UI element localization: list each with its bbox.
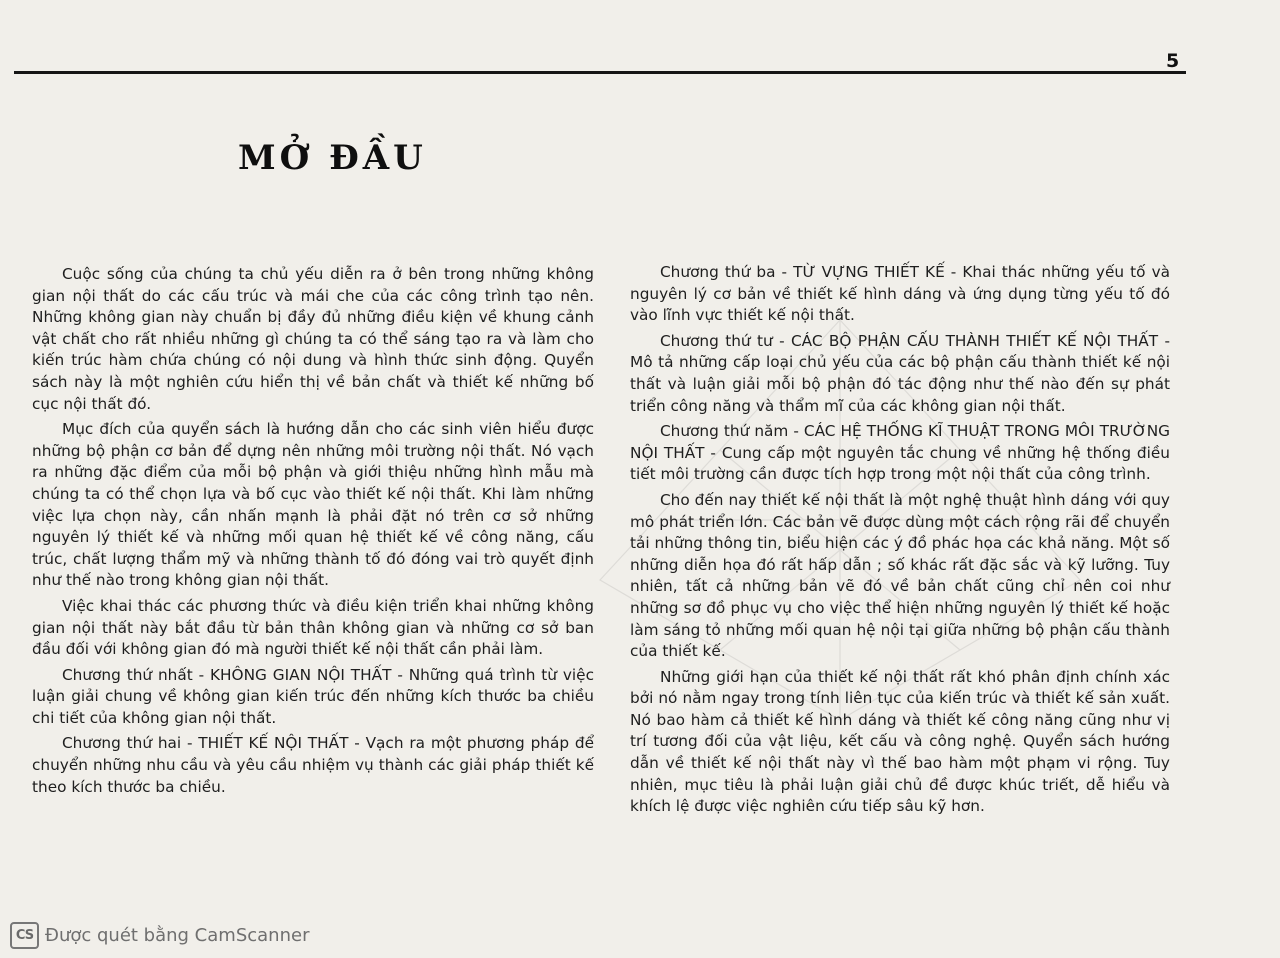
page-number: 5 <box>1166 50 1180 72</box>
paragraph: Những giới hạn của thiết kế nội thất rất khó phân định chính xác bởi nó nằm ngay trong tính liên tục của kiến trúc và thiết kế sản xuất. Nó bao hàm cả thiết kế hình dáng và thiết kế công năng cũng như vị trí tương đối của vật liệu, kết cấu và công nghệ. Quyển sách hướng dẫn về thiết kế nội thất này vì thế bao hàm một phạm vi rộng. Tuy nhiên, mục tiêu là phải luận giải chủ đề được khúc triết, dễ hiểu và khích lệ được việc nghiên cứu tiếp sâu kỹ hơn. <box>630 667 1170 816</box>
watermark-text: Được quét bằng CamScanner <box>45 924 310 946</box>
camscanner-logo-icon: CS <box>10 922 39 949</box>
paragraph: Chương thứ ba - TỪ VỰNG THIẾT KẾ - Khai thác những yếu tố và nguyên lý cơ bản về thiết kế hình dáng và ứng dụng từng yếu tố đó vào lĩnh vực thiết kế nội thất. <box>630 263 1170 325</box>
chapter-title: MỞ ĐẦU <box>238 138 427 178</box>
paragraph: Chương thứ nhất - KHÔNG GIAN NỘI THẤT - Những quá trình từ việc luận giải chung về không gian kiến trúc đến những kích thước ba chiều chi tiết của không gian nội thất. <box>32 665 594 727</box>
left-column <box>32 264 594 802</box>
right-column <box>630 262 1170 822</box>
camscanner-watermark <box>10 921 309 949</box>
paragraph: Chương thứ tư - CÁC BỘ PHẬN CẤU THÀNH THIẾT KẾ NỘI THẤT - Mô tả những cấp loại chủ yếu của các bộ phận cấu thành thiết kế nội thất và luận giải mỗi bộ phận đó tác động như thế nào đến sự phát triển công năng và thẩm mĩ của các không gian nội thất. <box>630 331 1170 415</box>
paragraph: Chương thứ năm - CÁC HỆ THỐNG KĨ THUẬT TRONG MÔI TRƯỜNG NỘI THẤT - Cung cấp một nguyên tắc chung về những hệ thống điều tiết môi trường cần được tích hợp trong một nội thất của công trình. <box>630 422 1170 484</box>
paragraph: Mục đích của quyển sách là hướng dẫn cho các sinh viên hiểu được những bộ phận cơ bản để dựng nên những môi trường nội thất. Nó vạch ra những đặc điểm của mỗi bộ phận và giới thiệu những hình mẫu mà chúng ta có thể chọn lựa và bố cục vào thiết kế nội thất. Khi làm những việc lựa chọn này, cần nhấn mạnh là phải đặt nó trên cơ sở những nguyên lý thiết kế và những mối quan hệ thiết kế về công năng, cấu trúc, chất lượng thẩm mỹ và những thành tố đó đóng vai trò quyết định như thế nào trong không gian nội thất. <box>32 420 594 590</box>
header-rule <box>14 71 1186 74</box>
paragraph: Cuộc sống của chúng ta chủ yếu diễn ra ở bên trong những không gian nội thất do các cấu trúc và mái che của các công trình tạo nên. Những không gian này chuẩn bị đầy đủ những điều kiện về khung cảnh vật chất cho rất nhiều những gì chúng ta có thể sáng tạo ra và làm cho kiến trúc hàm chứa chúng có nội dung và hình thức sinh động. Quyển sách này là một nghiên cứu hiển thị về bản chất và thiết kế những bố cục nội thất đó. <box>32 265 594 413</box>
paragraph: Việc khai thác các phương thức và điều kiện triển khai những không gian nội thất này bắt đầu từ bản thân không gian và những cơ sở ban đầu đối với không gian đó mà người thiết kế nội thất cần phải làm. <box>32 596 594 659</box>
paragraph: Chương thứ hai - THIẾT KẾ NỘI THẤT - Vạch ra một phương pháp để chuyển những nhu cầu và yêu cầu nhiệm vụ thành các giải pháp thiết kế theo kích thước ba chiều. <box>32 734 594 796</box>
paragraph: Cho đến nay thiết kế nội thất là một nghệ thuật hình dáng với quy mô phát triển lớn. Các bản vẽ được dùng một cách rộng rãi để chuyển tải những thông tin, biểu hiện các ý đồ phác họa các khả năng. Một số những diễn họa đó rất hấp dẫn ; số khác rất đặc sắc và kỹ lưỡng. Tuy nhiên, tất cả những bản vẽ đó về bản chất cũng chỉ nên coi như những sơ đồ phục vụ cho việc thể hiện những nguyên lý thiết kế hoặc làm sáng tỏ những mối quan hệ nội tại giữa những bộ phận cấu thành của thiết kế. <box>630 490 1170 661</box>
